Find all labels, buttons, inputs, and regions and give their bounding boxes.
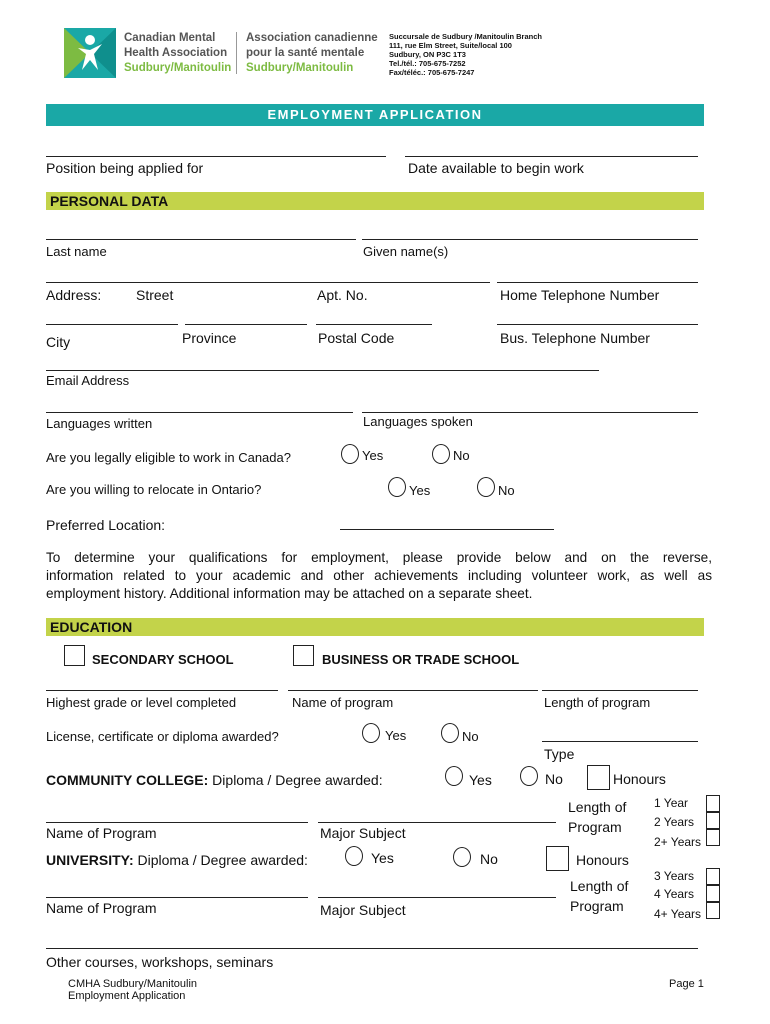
org-en-line3: Sudbury/Manitoulin	[124, 62, 232, 74]
street-label: Street	[136, 287, 174, 303]
college-major-line[interactable]	[318, 822, 556, 823]
other-courses-label: Other courses, workshops, seminars	[46, 954, 274, 970]
apt-label: Apt. No.	[317, 287, 368, 303]
instructions-paragraph	[46, 549, 712, 603]
eligible-yes-label: Yes	[362, 448, 384, 463]
college-1-year-checkbox[interactable]	[706, 795, 720, 812]
given-names-line[interactable]	[362, 239, 698, 240]
home-phone-line[interactable]	[497, 282, 698, 283]
org-name-fr	[246, 31, 378, 76]
org-fr-line3: Sudbury/Manitoulin	[246, 62, 354, 74]
college-length-label	[568, 797, 626, 837]
college-year-option: 1 Year	[654, 796, 689, 810]
university-major-line[interactable]	[318, 897, 556, 898]
university-yes-radio[interactable]	[345, 846, 363, 866]
college-program-line[interactable]	[46, 822, 308, 823]
license-no-label: No	[462, 729, 479, 744]
title-bar	[46, 104, 704, 126]
street-line[interactable]	[46, 282, 490, 283]
secondary-school-label: SECONDARY SCHOOL	[92, 652, 234, 667]
college-2plus-years-checkbox[interactable]	[706, 829, 720, 846]
last-name-label: Last name	[46, 244, 107, 259]
position-line[interactable]	[46, 156, 386, 157]
program-length-label: Length of program	[544, 695, 651, 710]
address-line: Succursale de Sudbury /Manitoulin Branch	[389, 32, 542, 41]
secondary-school-checkbox[interactable]	[64, 645, 85, 666]
languages-written-label: Languages written	[46, 416, 153, 431]
page-title: EMPLOYMENT APPLICATION	[267, 107, 483, 122]
org-en-line1: Canadian Mental	[124, 32, 216, 44]
university-label	[46, 852, 308, 868]
languages-spoken-label: Languages spoken	[363, 414, 473, 429]
org-fr-line1: Association canadienne	[246, 32, 378, 44]
province-label: Province	[182, 330, 237, 346]
personal-data-band	[46, 192, 704, 210]
college-rest: Diploma / Degree awarded:	[208, 772, 383, 788]
college-2-years-checkbox[interactable]	[706, 812, 720, 829]
university-honours-label: Honours	[576, 852, 629, 868]
university-no-label: No	[480, 851, 498, 867]
logo	[64, 28, 116, 78]
instructions-line: To determine your qualifications for employment, please provide below and on the reverse,	[46, 550, 712, 565]
business-trade-checkbox[interactable]	[293, 645, 314, 666]
relocate-no-radio[interactable]	[477, 477, 495, 497]
license-question: License, certificate or diploma awarded?	[46, 729, 279, 744]
university-length-label	[570, 876, 628, 916]
eligible-no-radio[interactable]	[432, 444, 450, 464]
date-available-line[interactable]	[405, 156, 698, 157]
education-heading: EDUCATION	[50, 619, 133, 635]
city-label: City	[46, 334, 71, 350]
page-number: Page 1	[669, 978, 704, 990]
license-type-line[interactable]	[542, 741, 698, 742]
date-available-label: Date available to begin work	[408, 160, 584, 176]
logo-divider	[236, 32, 237, 74]
university-4-years-checkbox[interactable]	[706, 885, 720, 902]
last-name-line[interactable]	[46, 239, 356, 240]
university-year-option: 4 Years	[654, 887, 695, 901]
address-label: Address:	[46, 287, 102, 303]
college-label	[46, 772, 383, 788]
address-line: Sudbury, ON P3C 1T3	[389, 50, 466, 59]
bus-phone-line[interactable]	[497, 324, 698, 325]
position-label: Position being applied for	[46, 160, 204, 176]
email-line[interactable]	[46, 370, 599, 371]
college-yes-label: Yes	[469, 772, 492, 788]
home-phone-label: Home Telephone Number	[500, 287, 660, 303]
postal-code-line[interactable]	[316, 324, 432, 325]
logo-mark-icon	[64, 28, 116, 78]
eligible-no-label: No	[453, 448, 470, 463]
footer-line: Employment Application	[68, 990, 186, 1002]
university-program-line[interactable]	[46, 897, 308, 898]
college-year-option: 2 Years	[654, 815, 695, 829]
education-band	[46, 618, 704, 636]
given-names-label: Given name(s)	[363, 244, 449, 259]
preferred-location-label: Preferred Location:	[46, 517, 166, 533]
address-line: 111, rue Elm Street, Suite/local 100	[389, 41, 512, 50]
program-name-label: Name of program	[292, 695, 394, 710]
college-yes-radio[interactable]	[445, 766, 463, 786]
other-courses-line[interactable]	[46, 948, 698, 949]
college-honours-checkbox[interactable]	[587, 765, 610, 790]
university-bold: UNIVERSITY:	[46, 852, 134, 868]
footer-left	[68, 978, 197, 1002]
license-yes-label: Yes	[385, 728, 407, 743]
address-line: Fax/téléc.: 705-675-7247	[389, 68, 475, 77]
eligible-question: Are you legally eligible to work in Canada?	[46, 450, 291, 465]
email-label: Email Address	[46, 373, 130, 388]
university-program-label: Name of Program	[46, 900, 157, 916]
college-year-option: 2+ Years	[654, 835, 702, 849]
university-rest: Diploma / Degree awarded:	[133, 852, 308, 868]
languages-spoken-line[interactable]	[362, 412, 698, 413]
university-major-label: Major Subject	[320, 902, 406, 918]
instructions-line: employment history. Additional information may be attached on a separate sheet.	[46, 586, 533, 601]
university-year-option: 4+ Years	[654, 907, 702, 921]
program-text: Program	[568, 819, 622, 835]
preferred-location-line[interactable]	[340, 529, 554, 530]
university-year-option: 3 Years	[654, 869, 695, 883]
university-3-years-checkbox[interactable]	[706, 868, 720, 885]
college-no-radio[interactable]	[520, 766, 538, 786]
college-major-label: Major Subject	[320, 825, 406, 841]
length-of-text: Length of	[568, 799, 627, 815]
college-no-label: No	[545, 771, 563, 787]
eligible-yes-radio[interactable]	[341, 444, 359, 464]
footer-line: CMHA Sudbury/Manitoulin	[68, 978, 198, 990]
org-name-en	[124, 31, 231, 76]
college-honours-label: Honours	[613, 771, 666, 787]
province-line[interactable]	[185, 324, 307, 325]
address-line: Tel./tél.: 705-675-7252	[389, 59, 466, 68]
relocate-yes-radio[interactable]	[388, 477, 406, 497]
program-length-line[interactable]	[542, 690, 698, 691]
university-honours-checkbox[interactable]	[546, 846, 569, 871]
university-no-radio[interactable]	[453, 847, 471, 867]
org-en-line2: Health Association	[124, 47, 228, 59]
university-4plus-years-checkbox[interactable]	[706, 902, 720, 919]
highest-grade-line[interactable]	[46, 690, 278, 691]
type-label: Type	[544, 746, 575, 762]
business-trade-label: BUSINESS OR TRADE SCHOOL	[322, 652, 520, 667]
relocate-no-label: No	[498, 483, 515, 498]
postal-code-label: Postal Code	[318, 330, 395, 346]
license-yes-radio[interactable]	[362, 723, 380, 743]
relocate-question: Are you willing to relocate in Ontario?	[46, 482, 262, 497]
program-name-line[interactable]	[288, 690, 538, 691]
university-yes-label: Yes	[371, 850, 394, 866]
college-program-label: Name of Program	[46, 825, 157, 841]
branch-address	[389, 32, 542, 77]
org-fr-line2: pour la santé mentale	[246, 47, 365, 59]
length-of-text: Length of	[570, 878, 629, 894]
relocate-yes-label: Yes	[409, 483, 431, 498]
languages-written-line[interactable]	[46, 412, 353, 413]
program-text: Program	[570, 898, 624, 914]
bus-phone-label: Bus. Telephone Number	[500, 330, 650, 346]
college-bold: COMMUNITY COLLEGE:	[46, 772, 209, 788]
personal-data-heading: PERSONAL DATA	[50, 193, 169, 209]
highest-grade-label: Highest grade or level completed	[46, 695, 237, 710]
instructions-line: information related to your academic and other achievements including volunteer work, as well as	[46, 568, 712, 583]
city-line[interactable]	[46, 324, 178, 325]
license-no-radio[interactable]	[441, 723, 459, 743]
